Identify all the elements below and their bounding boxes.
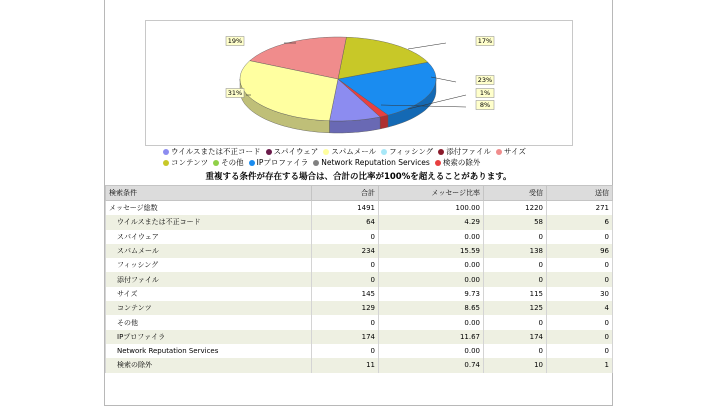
col-header-received: 受信 [484,186,547,201]
legend-label: 添付ファイル [446,147,492,156]
legend-item [163,157,208,168]
table-row [106,272,613,286]
legend-label: スパムメール [331,147,377,156]
table-row [106,230,613,244]
cell-ratio: 0.00 [379,344,484,358]
cell-received: 0 [484,315,547,329]
cell-ratio: 8.65 [379,301,484,315]
cell-ratio: 4.29 [379,215,484,229]
cell-criteria: メッセージ総数 [106,201,312,216]
cell-sent: 30 [547,287,613,301]
cell-sent: 0 [547,315,613,329]
cell-received: 115 [484,287,547,301]
legend-swatch-icon [438,149,444,155]
legend-label: IPプロファイラ [256,158,309,167]
legend-swatch-icon [313,160,319,166]
cell-criteria: スパイウェア [106,230,312,244]
slice-label: 31% [227,89,243,97]
cell-received: 0 [484,344,547,358]
table-row [106,215,613,229]
cell-received: 0 [484,230,547,244]
cell-received: 58 [484,215,547,229]
legend-swatch-icon [381,149,387,155]
legend-label: ウイルスまたは不正コード [171,147,261,156]
cell-sent: 1 [547,358,613,372]
legend-swatch-icon [163,149,169,155]
legend-label: サイズ [504,147,526,156]
cell-received: 138 [484,244,547,258]
legend-label: 検索の除外 [442,158,481,167]
slice-label: 8% [479,101,491,109]
legend-label: フィッシング [389,147,434,156]
cell-criteria: サイズ [106,287,312,301]
legend-label: その他 [221,158,244,167]
cell-total: 64 [312,215,379,229]
cell-criteria: 添付ファイル [106,272,312,286]
table-row [106,358,613,372]
cell-sent: 6 [547,215,613,229]
cell-received: 0 [484,258,547,272]
report-panel [104,0,613,406]
cell-received: 125 [484,301,547,315]
cell-criteria: 検索の除外 [106,358,312,372]
cell-criteria: コンテンツ [106,301,312,315]
legend-item [496,146,526,157]
cell-ratio: 0.00 [379,258,484,272]
cell-total: 1491 [312,201,379,216]
cell-criteria: ウイルスまたは不正コード [106,215,312,229]
slice-label: 17% [477,37,493,45]
cell-ratio: 0.00 [379,315,484,329]
col-header-criteria: 検索条件 [106,186,312,201]
slice-label: 23% [477,76,493,84]
pie-chart [146,21,572,145]
leader-line [408,43,446,49]
legend-swatch-icon [266,149,272,155]
cell-sent: 0 [547,258,613,272]
cell-ratio: 100.00 [379,201,484,216]
cell-criteria: スパムメール [106,244,312,258]
cell-ratio: 15.59 [379,244,484,258]
cell-received: 10 [484,358,547,372]
cell-sent: 96 [547,244,613,258]
table-header-row [106,186,613,201]
cell-received: 1220 [484,201,547,216]
legend-label: Network Reputation Services [321,158,430,167]
cell-criteria: IPプロファイラ [106,330,312,344]
legend-swatch-icon [323,149,329,155]
overlap-note: 重複する条件が存在する場合は、合計の比率が100%を超えることがあります。 [205,172,512,182]
slice-label: 19% [227,37,243,45]
cell-total: 234 [312,244,379,258]
cell-total: 0 [312,258,379,272]
legend-item [323,146,376,157]
table-row [106,315,613,329]
cell-total: 0 [312,344,379,358]
legend-row [163,146,553,157]
legend-label: コンテンツ [171,158,209,167]
table-row [106,258,613,272]
cell-criteria: フィッシング [106,258,312,272]
legend-swatch-icon [249,160,255,166]
col-header-total: 合計 [312,186,379,201]
cell-criteria: その他 [106,315,312,329]
cell-total: 0 [312,272,379,286]
legend-swatch-icon [435,160,441,166]
cell-total: 174 [312,330,379,344]
legend-item [163,146,261,157]
col-header-sent: 送信 [547,186,613,201]
table-row [106,244,613,258]
legend-label: スパイウェア [273,147,319,156]
cell-sent: 4 [547,301,613,315]
legend-item [213,157,244,168]
cell-total: 145 [312,287,379,301]
cell-criteria: Network Reputation Services [106,344,312,358]
cell-sent: 271 [547,201,613,216]
legend-item [249,157,309,168]
cell-ratio: 9.73 [379,287,484,301]
table-row [106,330,613,344]
cell-received: 0 [484,272,547,286]
legend-row [163,157,553,168]
cell-total: 129 [312,301,379,315]
cell-sent: 0 [547,344,613,358]
cell-total: 11 [312,358,379,372]
cell-received: 174 [484,330,547,344]
table-row [106,301,613,315]
cell-ratio: 11.67 [379,330,484,344]
legend-item [313,157,430,168]
legend-swatch-icon [163,160,169,166]
chart-legend [163,146,553,168]
cell-ratio: 0.00 [379,272,484,286]
cell-total: 0 [312,230,379,244]
cell-ratio: 0.00 [379,230,484,244]
cell-sent: 0 [547,272,613,286]
cell-ratio: 0.74 [379,358,484,372]
legend-item [266,146,319,157]
table-row [106,201,613,216]
legend-item [435,157,481,168]
legend-item [438,146,491,157]
cell-sent: 0 [547,330,613,344]
legend-swatch-icon [213,160,219,166]
pie-slice-side [380,115,388,129]
table-row [106,287,613,301]
legend-item [381,146,433,157]
table-row [106,344,613,358]
legend-swatch-icon [496,149,502,155]
col-header-ratio: メッセージ比率 [379,186,484,201]
cell-total: 0 [312,315,379,329]
pie-chart-frame [145,20,573,146]
cell-sent: 0 [547,230,613,244]
results-table [105,185,613,373]
slice-label: 1% [479,89,491,97]
